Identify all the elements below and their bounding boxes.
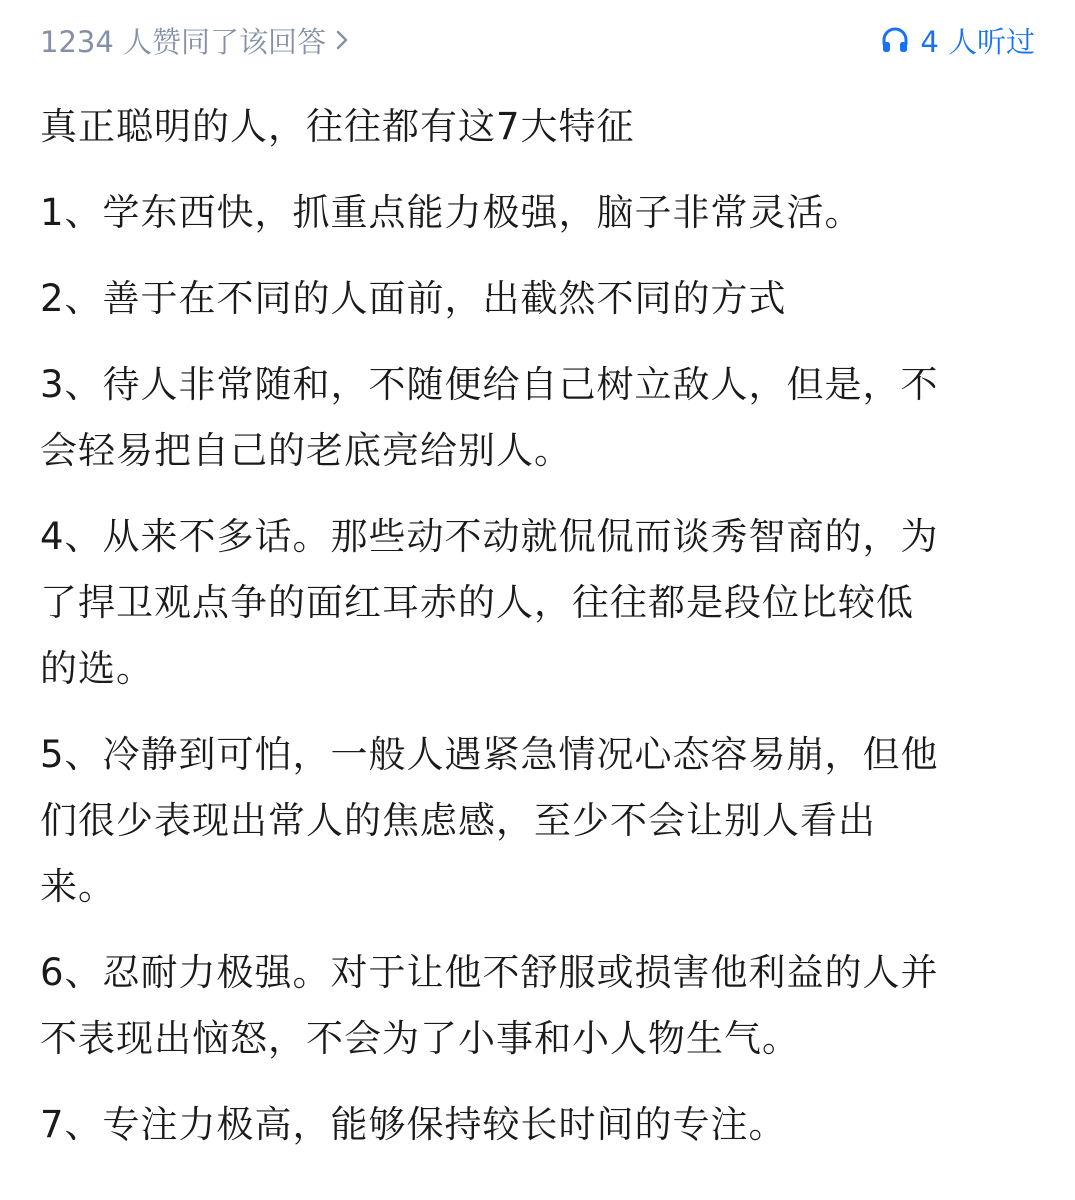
answer-header bbox=[40, 18, 1035, 62]
upvote-count-text: 1234 人赞同了该回答 bbox=[40, 24, 327, 59]
chevron-right-icon bbox=[336, 30, 348, 50]
list-item: 5、冷静到可怕，一般人遇紧急情况心态容易崩，但他 们很少表现出常人的焦虑感，至少不会让别人看出 来。 bbox=[40, 733, 939, 908]
listen-count-text: 4 人听过 bbox=[920, 24, 1035, 59]
list-item: 2、善于在不同的人面前，出截然不同的方式 bbox=[40, 277, 787, 320]
list-item: 1、学东西快，抓重点能力极强，脑子非常灵活。 bbox=[40, 191, 863, 234]
list-item: 4、从来不多话。那些动不动就侃侃而谈秀智商的，为 了捍卫观点争的面红耳赤的人，往往都是段位比较低 的选。 bbox=[40, 515, 939, 690]
answer-title: 真正聪明的人，往往都有这7大特征 bbox=[40, 105, 635, 148]
headphone-icon bbox=[880, 25, 910, 55]
list-item: 3、待人非常随和，不随便给自己树立敌人，但是，不 会轻易把自己的老底亮给别人。 bbox=[40, 363, 939, 472]
upvote-count-link[interactable] bbox=[40, 20, 348, 61]
listen-count-button[interactable] bbox=[880, 20, 1035, 61]
list-item: 7、专注力极高，能够保持较长时间的专注。 bbox=[40, 1103, 787, 1146]
answer-body bbox=[40, 94, 1040, 1158]
list-item: 6、忍耐力极强。对于让他不舒服或损害他利益的人并 不表现出恼怒，不会为了小事和小人物生气。 bbox=[40, 951, 939, 1060]
